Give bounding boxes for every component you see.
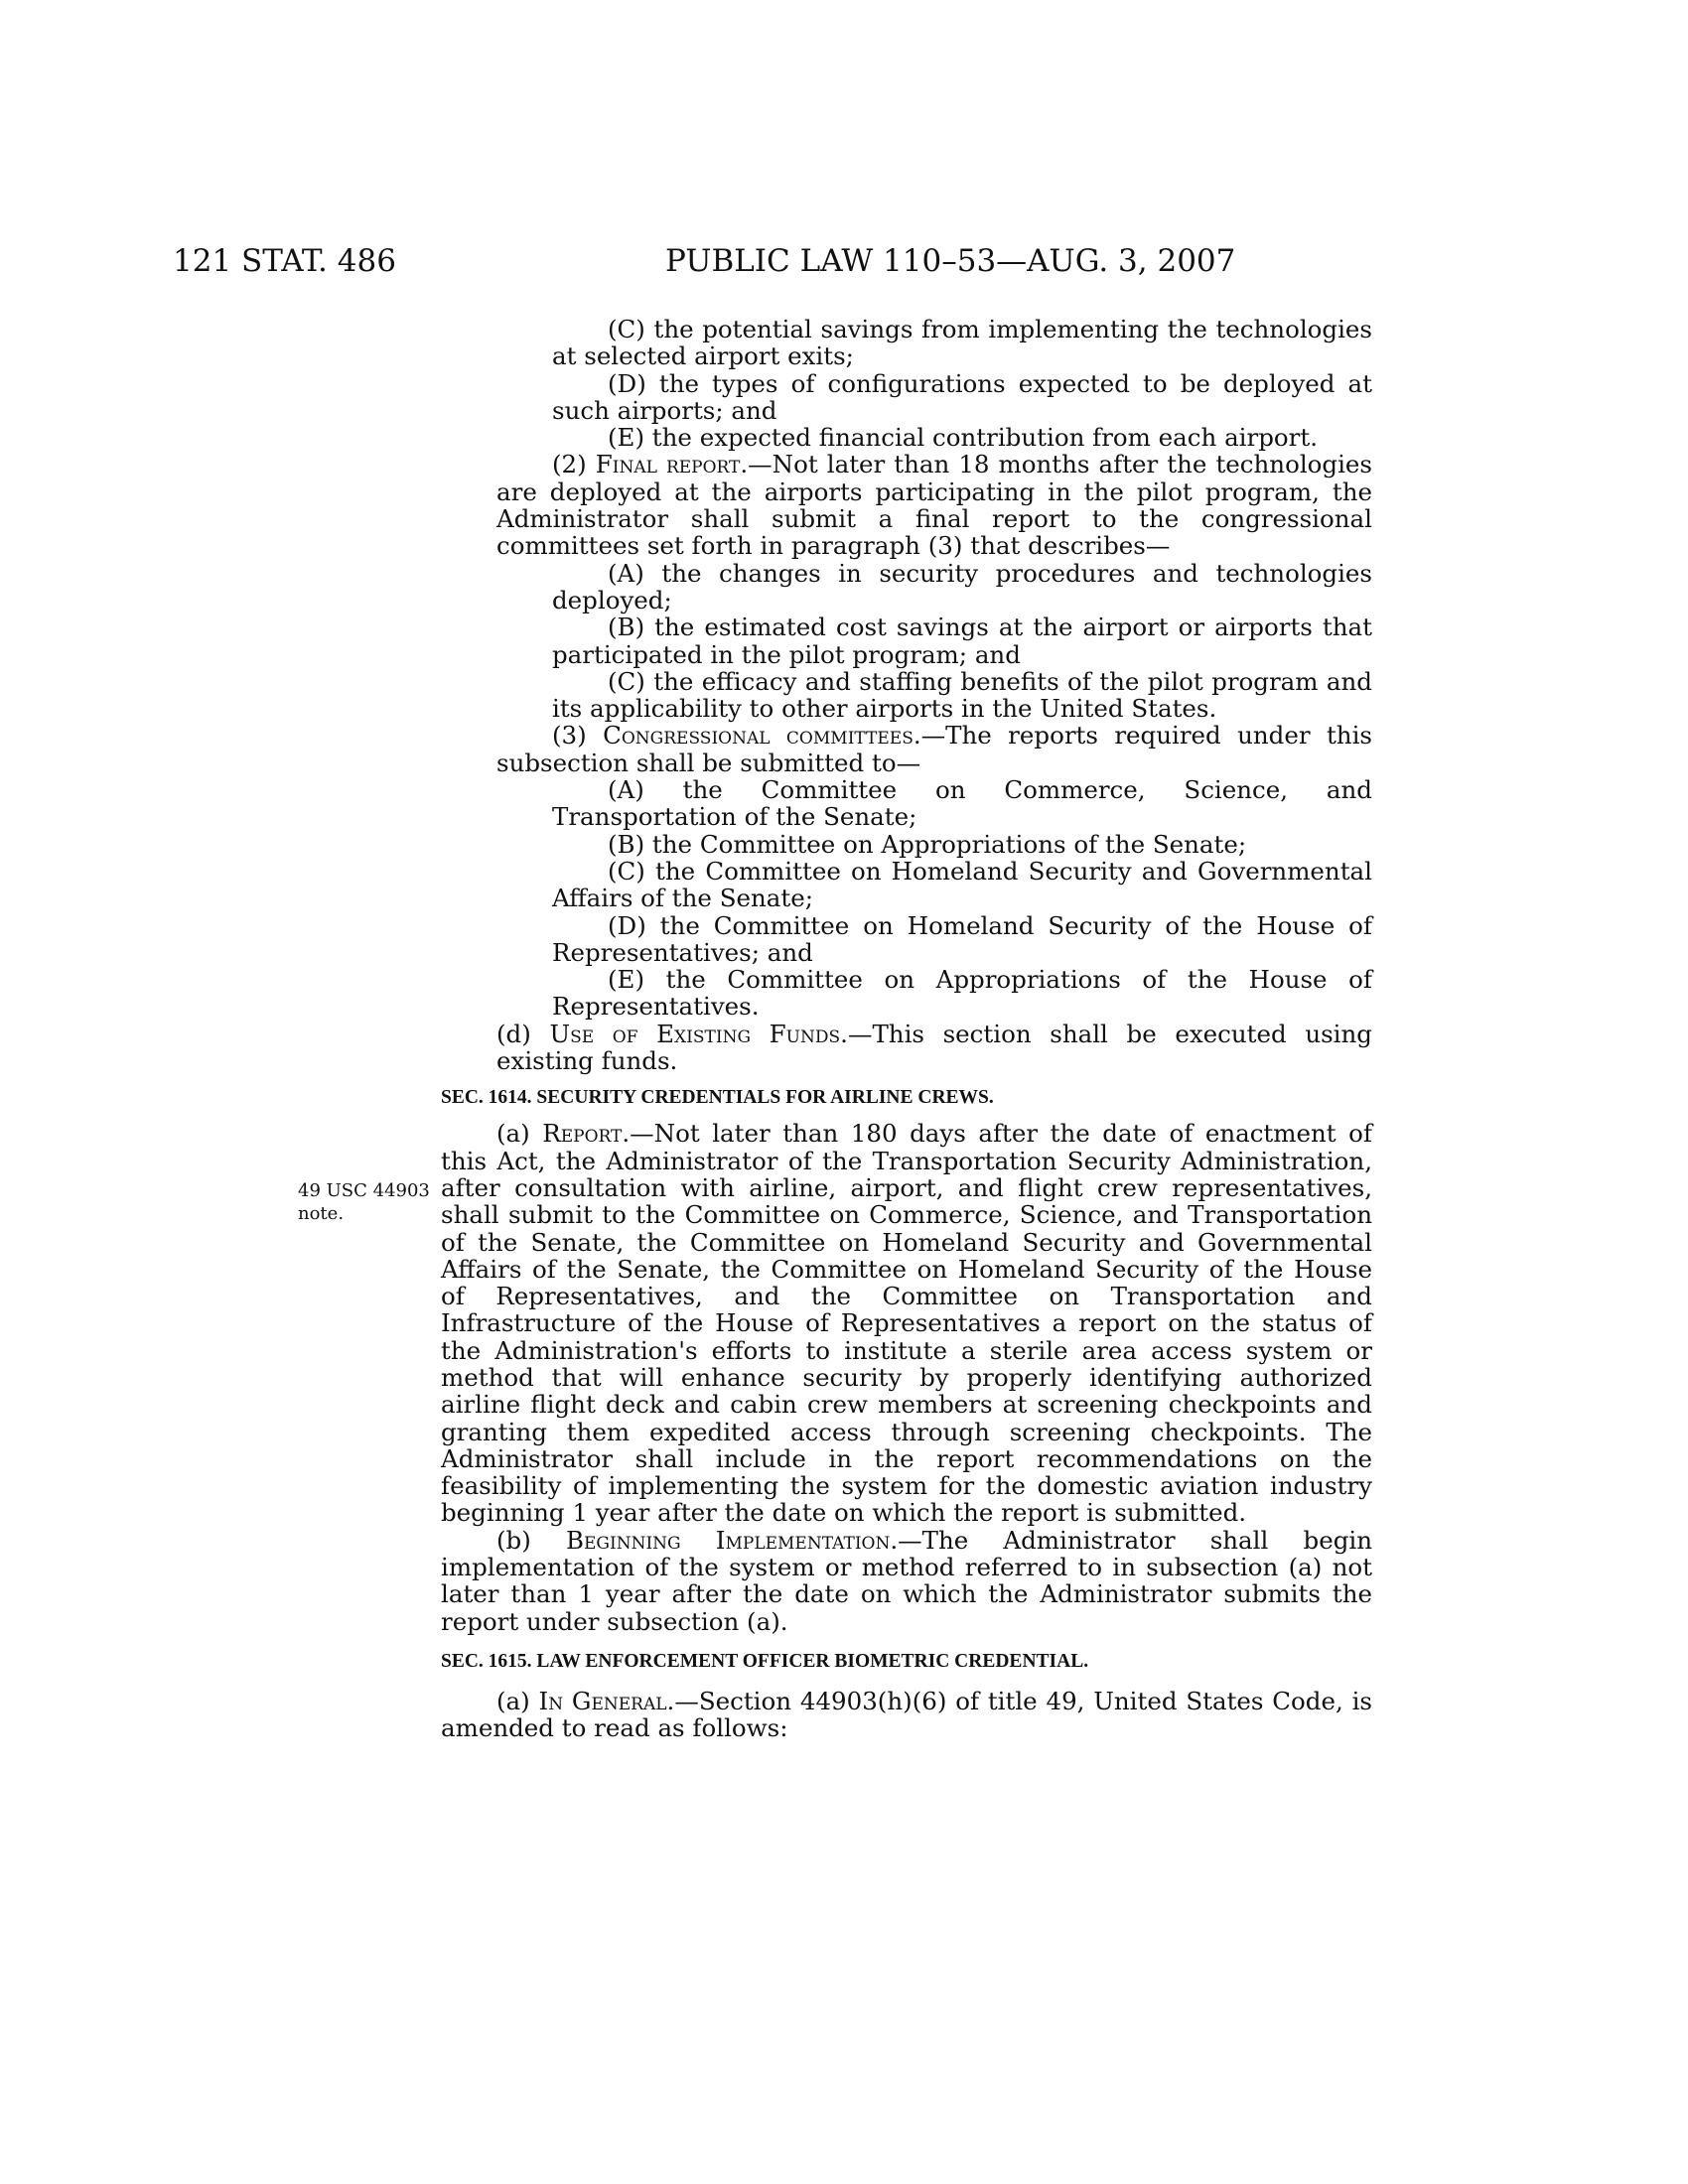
s1615-a-text: .—Section 44903(h)(6) of title 49, United States Code, is amended to read as follows: [441, 1686, 1372, 1743]
section-1615-heading: SEC. 1615. LAW ENFORCEMENT OFFICER BIOMETRIC CREDENTIAL. [441, 1650, 1089, 1672]
final-report-item-a: (A) the changes in security procedures and technologies deployed; [552, 558, 1372, 614]
margin-note-suffix: note. [298, 1203, 345, 1224]
paragraph-e: (E) the expected financial contribution from each airport. [608, 423, 1319, 453]
s1614-a-heading: Report [542, 1119, 623, 1149]
committees-text: .—The reports required under this subsection shall be submitted to— [496, 721, 1372, 777]
paragraph-existing-funds [441, 1021, 1372, 1075]
s1615-a-heading: In General [538, 1686, 667, 1715]
existing-funds-number: (d) [496, 1019, 531, 1048]
paragraph-final-report [496, 451, 1372, 559]
s1615-a-number: (a) [496, 1686, 530, 1715]
paragraph-d: (D) the types of configurations expected to be deployed at such airports; and [552, 368, 1372, 425]
final-report-number: (2) [552, 450, 587, 479]
s1614-a-number: (a) [496, 1119, 530, 1149]
s1614-b-number: (b) [496, 1525, 531, 1555]
paragraph-congressional-committees [496, 722, 1372, 776]
committees-heading: Congressional committees [603, 721, 914, 751]
page-header [0, 241, 1688, 291]
final-report-heading: Final report [595, 450, 741, 479]
section-1614-a [441, 1120, 1372, 1526]
committee-item-b: (B) the Committee on Appropriations of the Senate; [608, 829, 1247, 859]
final-report-item-b: (B) the estimated cost savings at the airport or airports that participated in the pilot program; and [552, 613, 1372, 669]
final-report-text: .—Not later than 18 months after the technologies are deployed at the airports participating in the pilot program, the Administrator shall submit a final report to the congressional committees set forth in paragraph (3) that describes— [496, 450, 1373, 561]
existing-funds-heading: Use of Existing Funds [549, 1019, 841, 1048]
committee-item-e: (E) the Committee on Appropriations of the House of Representatives. [552, 965, 1372, 1022]
existing-funds-text: .—This section shall be executed using existing funds. [496, 1019, 1372, 1076]
s1614-a-text: .—Not later than 180 days after the date of enactment of this Act, the Administrator of the Transportation Security Administration, after consultation with airline, airport, and flight crew representatives, shall submit to the Committee on Commerce, Science, and Transportation of the Senate, the Committee on Homeland Security and Governmental Affairs of the Senate, the Committee on Homeland Security of the House of Representatives, and the Committee on Transportation and Infrastructure of the House of Representatives a report on the status of the Administration's efforts to institute a sterile area access system or method that will enhance security by properly identifying authorized airline flight deck and cabin crew members at screening checkpoints and granting them expedited access through screening checkpoints. The Administrator shall include in the report recommendations on the feasibility of implementing the system for the domestic aviation industry beginning 1 year after the date on which the report is submitted. [441, 1119, 1372, 1528]
committee-item-c: (C) the Committee on Homeland Security and Governmental Affairs of the Senate; [552, 856, 1372, 913]
committees-number: (3) [552, 721, 587, 751]
s1614-b-heading: Beginning Implementation [566, 1525, 891, 1555]
margin-note [298, 1179, 457, 1225]
committee-item-a: (A) the Committee on Commerce, Science, and Transportation of the Senate; [552, 775, 1372, 832]
body-text-column [441, 315, 1373, 1743]
section-1614-heading: SEC. 1614. SECURITY CREDENTIALS FOR AIRLINE CREWS. [441, 1087, 994, 1109]
margin-note-citation: 49 USC 44903 [298, 1180, 430, 1201]
statute-page-reference: 121 STAT. 486 [173, 243, 396, 279]
section-1614-b [441, 1527, 1372, 1635]
section-1615-a [441, 1688, 1372, 1742]
s1614-b-text: .—The Administrator shall begin implementation of the system or method referred to in subsection (a) not later than 1 year after the date on which the Administrator submits the report under subsection (a). [441, 1525, 1372, 1636]
final-report-item-c: (C) the efficacy and staffing benefits of the pilot program and its applicability to other airports in the United States. [552, 666, 1372, 724]
committee-item-d: (D) the Committee on Homeland Security of the House of Representatives; and [552, 910, 1372, 967]
paragraph-c: (C) the potential savings from implementing the technologies at selected airport exits; [552, 315, 1372, 371]
public-law-title: PUBLIC LAW 110–53—AUG. 3, 2007 [665, 243, 1236, 279]
